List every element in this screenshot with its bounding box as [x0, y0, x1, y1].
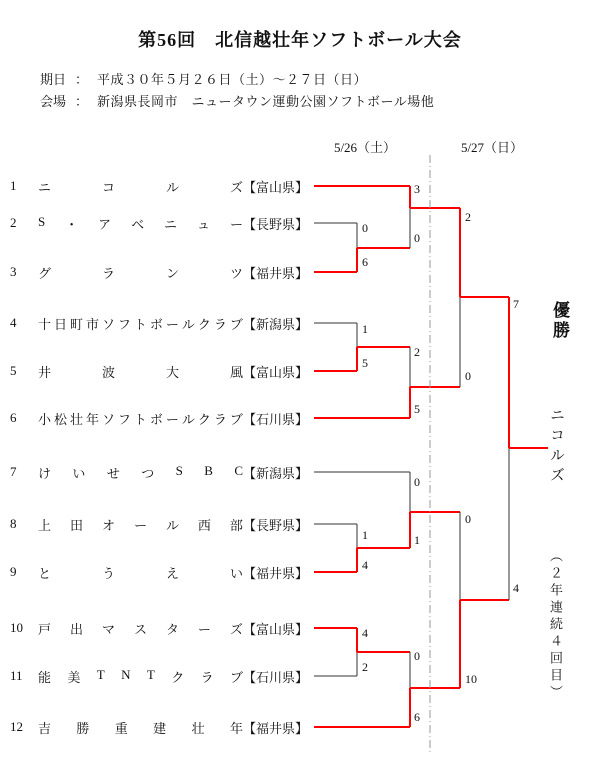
score-label: 6	[414, 710, 420, 724]
team-name	[38, 314, 243, 333]
team-name-char: ・	[65, 216, 79, 232]
team-name-char: ブ	[229, 316, 243, 332]
team-name-char: 勝	[76, 720, 90, 736]
page-title: 第56回 北信越壮年ソフトボール大会	[138, 30, 462, 50]
team-name-char: 建	[153, 720, 167, 736]
team-name-char: 松	[53, 411, 67, 427]
team-name-char: ル	[181, 316, 195, 332]
team-name-char: つ	[141, 465, 155, 481]
team-name	[38, 263, 243, 282]
team-name-char: 小	[38, 411, 52, 427]
team-name-char: コ	[101, 179, 115, 195]
team-name-char: フ	[117, 316, 131, 332]
date-value: 平成３０年５月２６日（土）～２７日（日）	[97, 72, 368, 87]
team-name-char: ー	[229, 216, 243, 232]
score-label: 0	[414, 475, 420, 489]
venue-value: 新潟県長岡市 ニュータウン運動公園ソフトボール場他	[97, 94, 435, 109]
team-number: 8	[10, 516, 17, 531]
team-name-char: グ	[38, 265, 52, 281]
team-name-char: ブ	[229, 669, 243, 685]
team-name-char: ソ	[101, 316, 115, 332]
champion-heading: 優勝	[550, 301, 569, 341]
score-label: 5	[414, 402, 420, 416]
team-name-char: ー	[165, 316, 179, 332]
score-label: 0	[414, 649, 420, 663]
team-name-char: ボ	[149, 411, 163, 427]
team-name-char: ー	[133, 517, 147, 533]
team-number: 6	[10, 410, 17, 425]
date-colon: ：	[75, 72, 89, 87]
score-label: 1	[362, 528, 368, 542]
team-name-char: マ	[101, 621, 115, 637]
team-prefecture: 【富山県】	[243, 364, 309, 380]
team-prefecture: 【富山県】	[243, 179, 309, 195]
team-name-char: え	[165, 565, 179, 581]
team-name	[38, 177, 243, 196]
team-name-char: C	[234, 462, 243, 478]
team-name-char: ー	[165, 411, 179, 427]
team-name-char: せ	[106, 465, 120, 481]
team-name-char: T	[146, 666, 155, 682]
score-label: 0	[465, 512, 471, 526]
team-number: 3	[10, 264, 17, 279]
score-label: 4	[362, 626, 368, 640]
team-name-char: 吉	[38, 720, 52, 736]
team-name-char: ー	[197, 621, 211, 637]
score-label: 3	[414, 182, 420, 196]
team-prefecture: 【石川県】	[243, 411, 309, 427]
score-label: 1	[362, 322, 368, 336]
team-name-char: 美	[67, 669, 81, 685]
team-name-char: 波	[101, 364, 115, 380]
column-header-day2: 5/27（日）	[460, 140, 524, 155]
team-row	[10, 362, 308, 380]
score-label: 4	[362, 558, 368, 572]
champion-note: （２年連続４回目）	[548, 549, 563, 702]
team-name-char: 十	[38, 316, 52, 332]
team-name-char: 壮	[191, 720, 205, 736]
team-number: 9	[10, 564, 17, 579]
team-prefecture: 【福井県】	[243, 565, 309, 581]
team-name-char: 市	[85, 316, 99, 332]
team-name-char: ニ	[164, 216, 178, 232]
score-label: 2	[414, 345, 420, 359]
team-name-char: 年	[229, 720, 243, 736]
team-name	[38, 563, 243, 582]
team-name-char: 西	[197, 517, 211, 533]
team-name-char: ク	[197, 316, 211, 332]
team-name-char: ラ	[213, 316, 227, 332]
team-row	[10, 563, 308, 581]
team-name	[38, 463, 243, 482]
team-name-char: ソ	[101, 411, 115, 427]
team-name-char: B	[204, 462, 213, 478]
team-number: 10	[10, 620, 23, 635]
team-name-char: 上	[38, 517, 52, 533]
team-number: 1	[10, 178, 17, 193]
team-row	[10, 409, 308, 427]
team-name-char: ク	[171, 669, 185, 685]
date-label: 期日	[40, 72, 67, 87]
team-name-char: ア	[98, 216, 112, 232]
team-name-char: ツ	[229, 265, 243, 281]
team-name-char: 部	[229, 517, 243, 533]
team-name-char: T	[96, 666, 105, 682]
team-name-char: ン	[165, 265, 179, 281]
team-prefecture: 【長野県】	[243, 216, 309, 232]
team-name-char: 日	[53, 316, 67, 332]
team-name-char: ニ	[38, 179, 52, 195]
venue-colon: ：	[75, 94, 89, 109]
team-row	[10, 718, 308, 736]
team-row	[10, 214, 308, 232]
team-prefecture: 【福井県】	[243, 265, 309, 281]
team-row	[10, 263, 308, 281]
team-name	[38, 667, 243, 686]
score-label: 6	[362, 255, 368, 269]
team-name-char: 能	[38, 669, 52, 685]
team-name-char: ラ	[101, 265, 115, 281]
team-prefecture: 【新潟県】	[243, 316, 309, 332]
team-number: 7	[10, 464, 17, 479]
team-name-char: 出	[69, 621, 83, 637]
team-name-char: ル	[165, 517, 179, 533]
team-number: 2	[10, 215, 17, 230]
team-row	[10, 619, 308, 637]
team-name-char: 戸	[38, 621, 52, 637]
team-name-char: タ	[165, 621, 179, 637]
team-number: 11	[10, 668, 23, 683]
team-name-char: N	[121, 666, 131, 682]
team-name-char: ス	[133, 621, 147, 637]
champion-team-name: ニコルズ	[548, 407, 564, 487]
team-name-char: ル	[165, 179, 179, 195]
team-name-char: 田	[69, 517, 83, 533]
team-name	[38, 718, 243, 737]
team-name-char: い	[229, 565, 243, 581]
team-name-char: フ	[117, 411, 131, 427]
team-name	[38, 409, 243, 428]
team-row	[10, 177, 308, 195]
team-row	[10, 314, 308, 332]
team-row	[10, 515, 308, 533]
team-name-char: ズ	[229, 179, 243, 195]
team-name-char: ラ	[213, 411, 227, 427]
team-name-char: S	[175, 462, 183, 478]
team-name-char: 重	[114, 720, 128, 736]
team-prefecture: 【新潟県】	[243, 465, 309, 481]
team-prefecture: 【福井県】	[243, 720, 309, 736]
score-label: 0	[414, 231, 420, 245]
score-label: 2	[362, 660, 368, 674]
team-prefecture: 【長野県】	[243, 517, 309, 533]
team-name-char: 壮	[69, 411, 83, 427]
team-number: 12	[10, 719, 23, 734]
team-name-char: ラ	[200, 669, 214, 685]
team-name-char: ク	[197, 411, 211, 427]
team-name-char: 井	[38, 364, 52, 380]
team-name-char: 大	[165, 364, 179, 380]
score-label: 2	[465, 210, 471, 224]
score-label: 0	[465, 369, 471, 383]
team-name-char: け	[38, 465, 52, 481]
score-label: 10	[465, 672, 477, 686]
team-name-char: ベ	[131, 216, 145, 232]
team-name-char: と	[38, 565, 52, 581]
team-number: 5	[10, 363, 17, 378]
team-name-char: ュ	[196, 216, 210, 232]
team-name-char: ズ	[229, 621, 243, 637]
team-name-char: 町	[69, 316, 83, 332]
score-label: 4	[513, 581, 519, 595]
team-name-char: ル	[181, 411, 195, 427]
team-name	[38, 515, 243, 534]
team-name-char: 年	[85, 411, 99, 427]
team-name-char: ト	[133, 411, 147, 427]
score-label: 7	[513, 297, 519, 311]
score-label: 1	[414, 533, 420, 547]
team-name	[38, 362, 243, 381]
team-name-char: 風	[229, 364, 243, 380]
team-name-char: ブ	[229, 411, 243, 427]
team-number: 4	[10, 315, 17, 330]
team-name	[38, 619, 243, 638]
team-name-char: S	[38, 213, 46, 229]
column-header-day1: 5/26（土）	[333, 140, 397, 155]
venue-label: 会場	[40, 94, 67, 109]
team-prefecture: 【富山県】	[243, 621, 309, 637]
team-name-char: ト	[133, 316, 147, 332]
team-row	[10, 667, 308, 685]
team-row	[10, 463, 308, 481]
team-name-char: う	[101, 565, 115, 581]
team-name-char: い	[72, 465, 86, 481]
score-label: 0	[362, 221, 368, 235]
team-prefecture: 【石川県】	[243, 669, 309, 685]
team-name-char: オ	[101, 517, 115, 533]
team-name-char: ボ	[149, 316, 163, 332]
score-label: 5	[362, 356, 368, 370]
team-name	[38, 214, 243, 233]
